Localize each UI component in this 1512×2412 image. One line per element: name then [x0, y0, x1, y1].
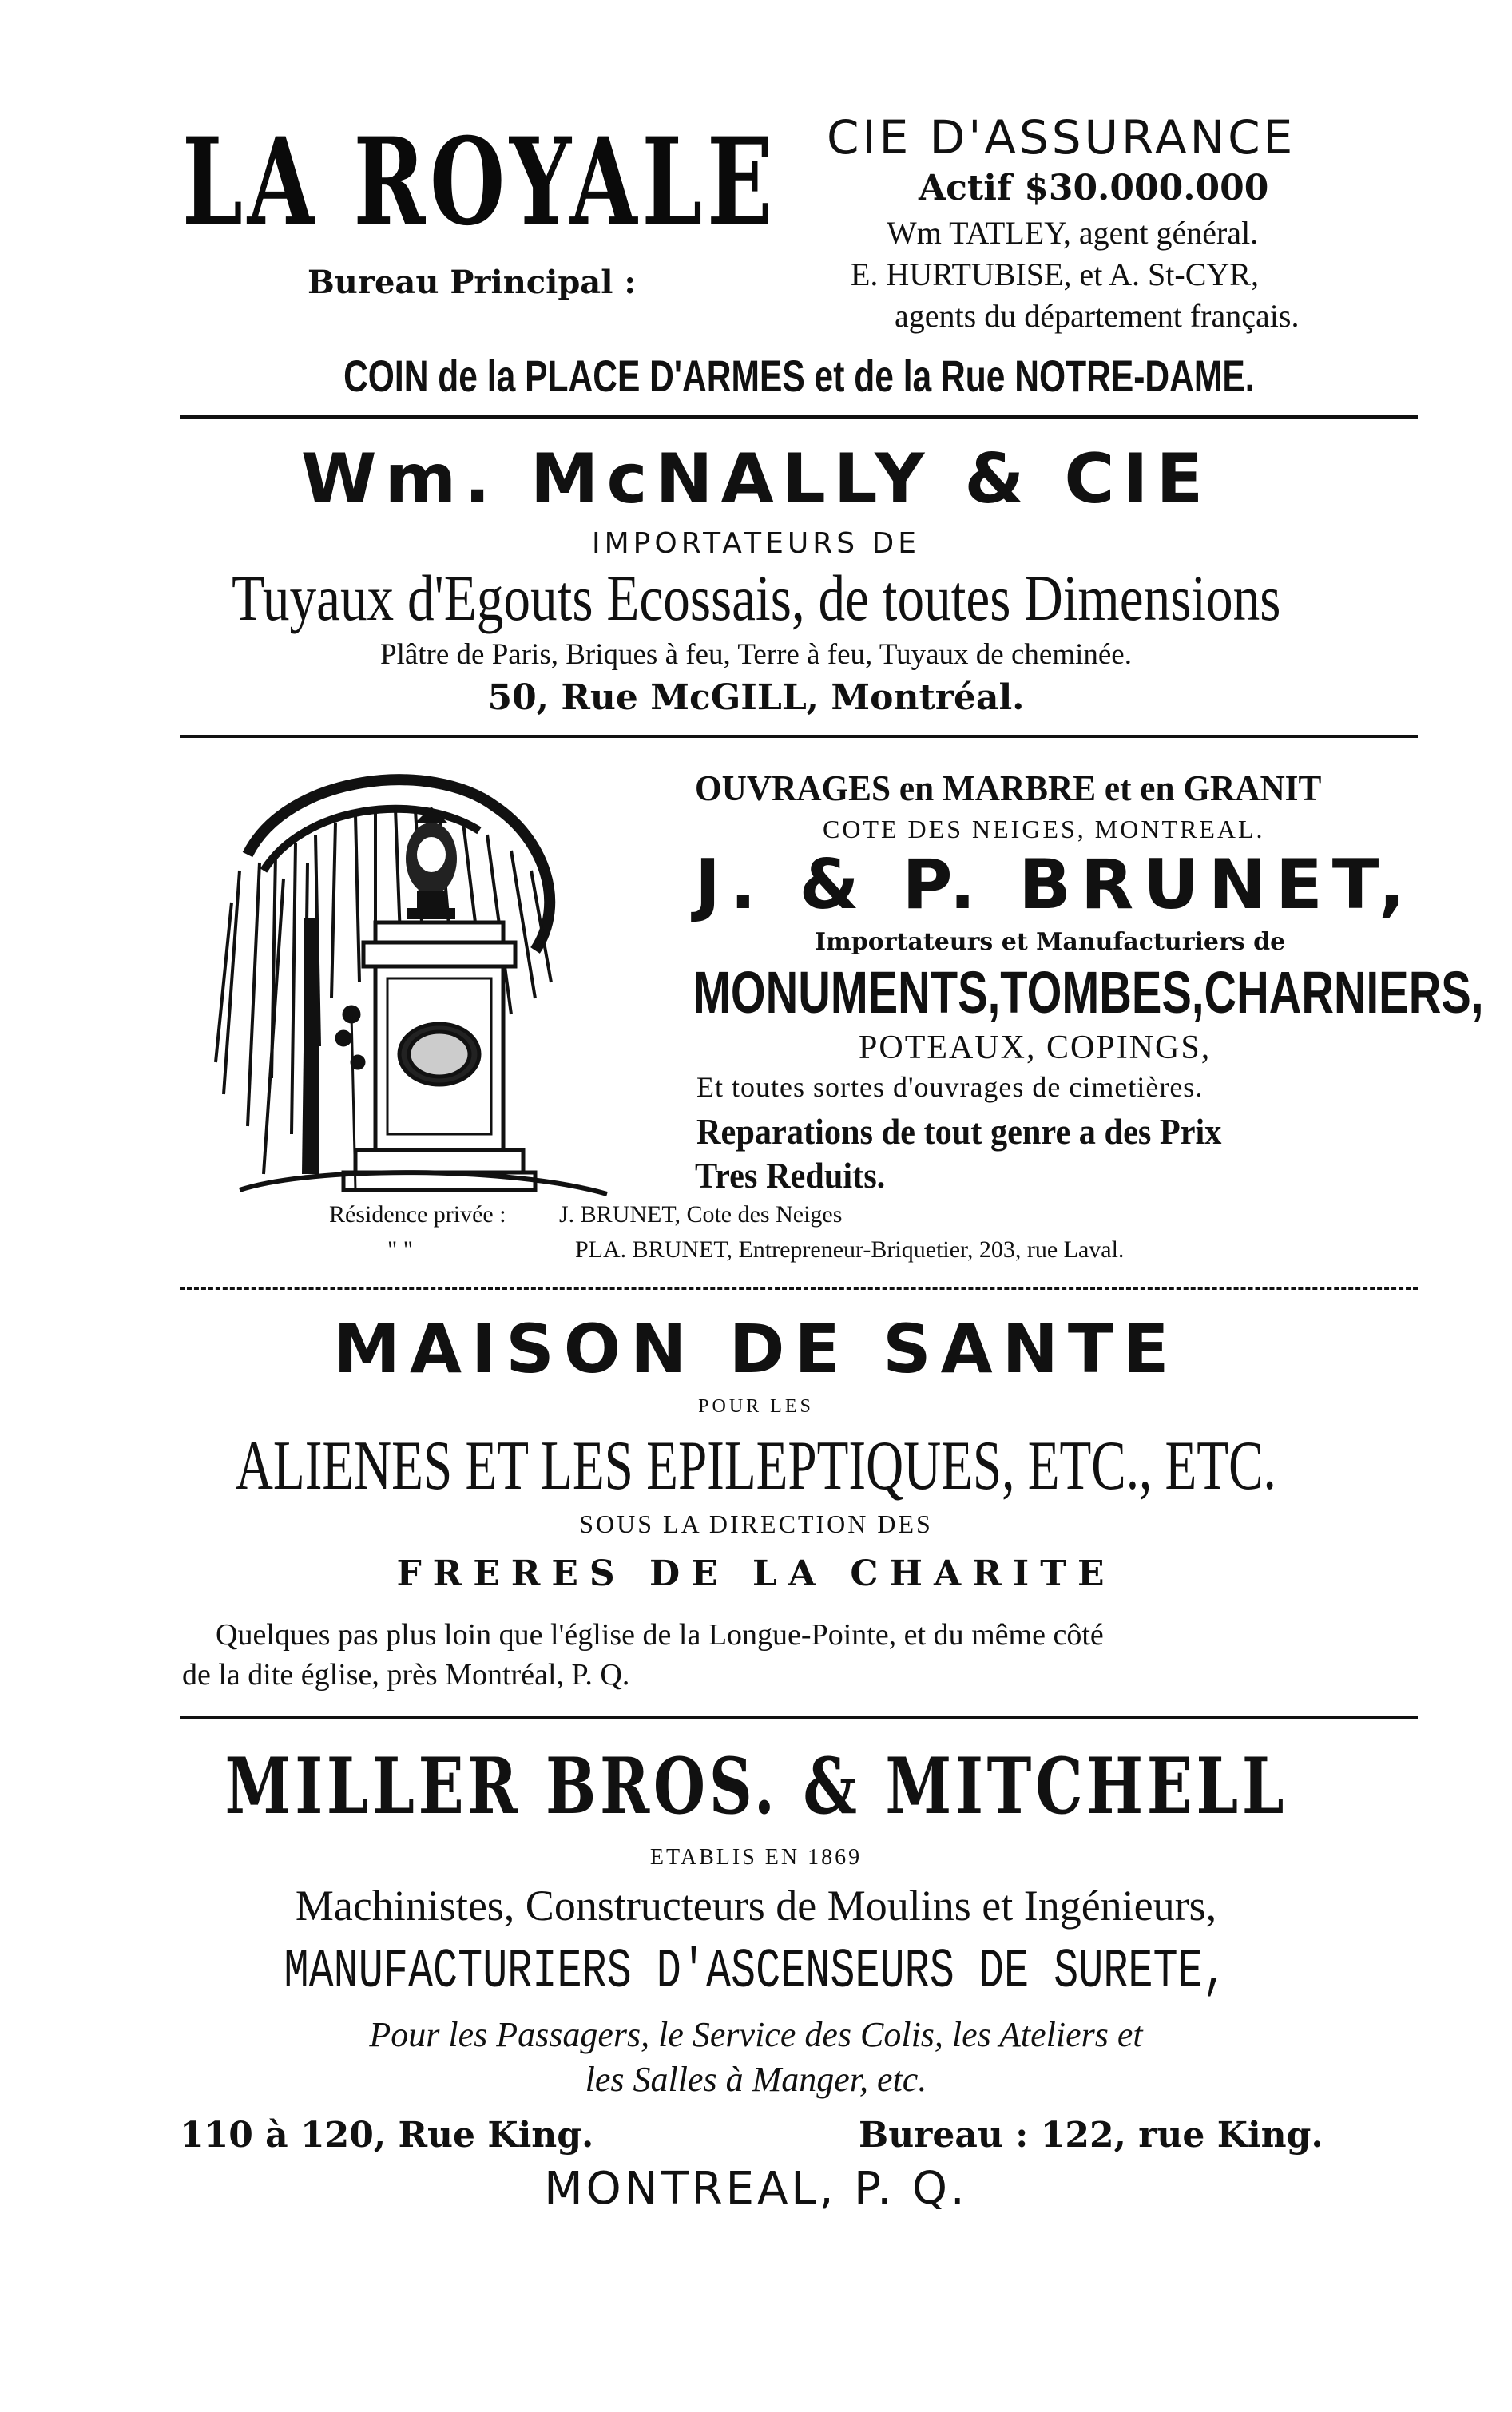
sante-freres: FRERES DE LA CHARITE — [396, 1553, 1116, 1594]
miller-line2: MANUFACTURIERS D'ASCENSEURS DE SURETE, — [284, 1941, 1228, 2004]
miller-line1: Machinistes, Constructeurs de Moulins et Ingénieurs, — [295, 1882, 1217, 1930]
brunet-products2: POTEAUX, COPINGS, — [859, 1029, 1212, 1066]
divider-4 — [180, 1716, 1418, 1719]
royale-agents-2: agents du département français. — [895, 298, 1300, 334]
sante-pour: POUR LES — [698, 1396, 814, 1417]
royale-bureau-label: Bureau Principal : — [308, 264, 637, 301]
mcnally-name: Wm. McNALLY & CIE — [300, 439, 1212, 519]
brunet-ad — [0, 743, 1512, 1270]
mcnally-headline: Tuyaux d'Egouts Ecossais, de toutes Dimensions — [231, 561, 1281, 634]
royale-agents-1: E. HURTUBISE, et A. St-CYR, — [851, 256, 1259, 292]
royale-company: CIE D'ASSURANCE — [827, 110, 1296, 165]
royale-agent: Wm TATLEY, agent général. — [887, 215, 1259, 251]
divider-2 — [180, 735, 1418, 738]
brunet-repairs-1: Reparations de tout genre a des Prix — [696, 1111, 1222, 1152]
sante-text-1: Quelques pas plus loin que l'église de la Longue-Pointe, et du même côté — [216, 1618, 1104, 1652]
brunet-ditto: " " — [387, 1236, 413, 1263]
brunet-illustration — [192, 759, 655, 1206]
pedestal-icon — [343, 922, 535, 1190]
sante-name: MAISON DE SANTE — [333, 1310, 1179, 1388]
brunet-residence: J. BRUNET, Cote des Neiges — [559, 1201, 843, 1228]
brunet-residence-2: PLA. BRUNET, Entrepreneur-Briquetier, 203, rue Laval. — [575, 1236, 1125, 1263]
divider-1 — [180, 415, 1418, 419]
miller-address-right: Bureau : 122, rue King. — [859, 2115, 1323, 2156]
divider-3 — [180, 1287, 1418, 1290]
mcnally-subtitle: IMPORTATEURS DE — [591, 527, 920, 560]
miller-city: MONTREAL, P. Q. — [544, 2163, 968, 2215]
brunet-line2: COTE DES NEIGES, MONTREAL. — [823, 815, 1265, 843]
royale-name: LA ROYALE — [182, 112, 778, 252]
miller-ad — [0, 1725, 1512, 2284]
miller-name: MILLER BROS. & MITCHELL — [224, 1741, 1288, 1831]
royale-address: COIN de la PLACE D'ARMES et de la Rue NOTRE-DAME. — [343, 351, 1255, 401]
miller-line3: Pour les Passagers, le Service des Colis, les Ateliers et — [369, 2015, 1143, 2054]
miller-line4: les Salles à Manger, etc. — [585, 2060, 927, 2099]
mcnally-address: 50, Rue McGILL, Montréal. — [487, 677, 1025, 718]
sante-text-2: de la dite église, près Montréal, P. Q. — [182, 1658, 630, 1692]
sante-ad — [0, 1294, 1512, 1709]
brunet-repairs-2: Tres Reduits. — [695, 1155, 886, 1196]
brunet-line3: Importateurs et Manufacturiers de — [815, 928, 1286, 956]
mcnally-products: Plâtre de Paris, Briques à feu, Terre à feu, Tuyaux de cheminée. — [380, 638, 1132, 671]
miller-address-left: 110 à 120, Rue King. — [180, 2115, 594, 2156]
royale-actif: Actif $30.000.000 — [919, 168, 1269, 208]
brunet-residence-label: Résidence privée : — [329, 1201, 506, 1228]
sante-headline: ALIENES ET LES EPILEPTIQUES, ETC., ETC. — [236, 1427, 1276, 1505]
urn-icon — [406, 807, 457, 919]
sante-direction: SOUS LA DIRECTION DES — [579, 1509, 933, 1538]
mcnally-ad — [0, 423, 1512, 735]
miller-established: ETABLIS EN 1869 — [649, 1845, 863, 1870]
royale-ad — [0, 0, 1512, 415]
brunet-products: MONUMENTS,TOMBES,CHARNIERS, — [693, 959, 1484, 1025]
brunet-name: J. & P. BRUNET, — [695, 845, 1415, 925]
brunet-line4: Et toutes sortes d'ouvrages de cimetières. — [696, 1071, 1204, 1103]
brunet-line1: OUVRAGES en MARBRE et en GRANIT — [695, 768, 1322, 808]
